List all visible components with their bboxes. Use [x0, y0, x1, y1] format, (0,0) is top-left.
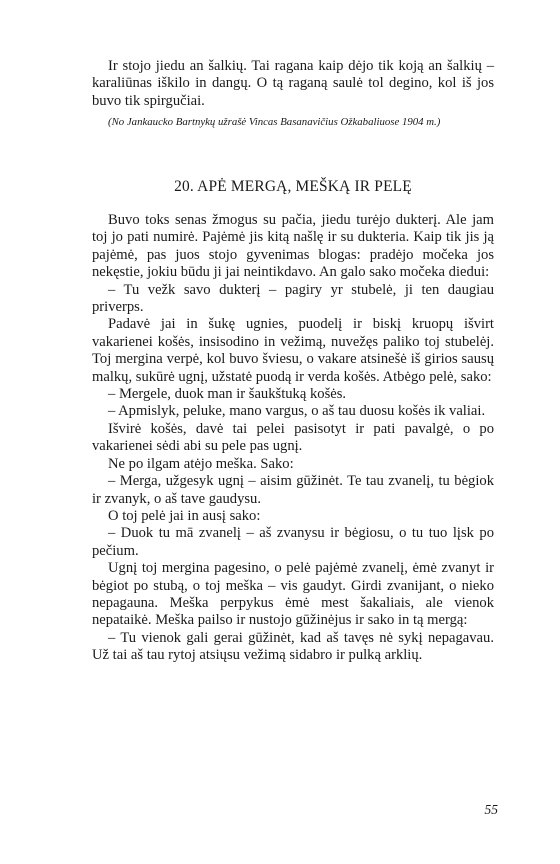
story-paragraph: O toj pelė jai in ausį sako:	[108, 507, 261, 524]
story-paragraph: – Tu vienok gali gerai gūžinėt, kad aš tavęs nė sykį nepagavau. Už tai aš tau rytoj atsiųsu vežimą sidabro ir pulką arklių.	[92, 629, 494, 664]
story-paragraph: Buvo toks senas žmogus su pačia, jiedu turėjo dukterį. Ale jam toj jo pati numirė. Pajėmė jis kitą našlę ir su dukteria. Kaip tik jis ją pajėmė, pas juos stojo gyvenimas blogas: pradėjo močeka jos nekęstie, jokiu būdu ji jai neintikdavo. An galo sako močeka diedui:	[92, 212, 494, 281]
page-number: 55	[484, 802, 498, 817]
source-note: (No Jankaucko Bartnykų užrašė Vincas Basanavičius Ožkabaliuose 1904 m.)	[108, 116, 441, 129]
story-paragraph: – Apmislyk, peluke, mano vargus, o aš tau duosu košės ik valiai.	[108, 403, 486, 420]
story-paragraph: – Duok tu mā zvanelį – aš zvanysu ir bėgiosu, o tu tuo lįsk po pečium.	[92, 525, 494, 559]
intro-paragraph: Ir stojo jiedu an šalkių. Tai ragana kaip dėjo tik koją an šalkių – karaliūnas iškilo in dangų. O tą raganą saulė tol degino, kol iš jos buvo tik spirgučiai.	[92, 58, 494, 109]
story-paragraph: – Tu vežk savo dukterį – pagiry yr stubelė, ji ten daugiau priverps.	[92, 281, 494, 316]
story-paragraph: – Merga, užgesyk ugnį – aisim gūžinėt. Te tau zvanelį, tu bėgiok ir zvanyk, o aš tave gaudysu.	[92, 473, 494, 507]
story-paragraph: Ugnį toj mergina pagesino, o pelė pajėmė zvanelį, ėmė zvanyt ir bėgiot po stubą, o toj meška – vis gaudyt. Girdi zvanijant, o nieko nepagauna. Meška perpykus ėmė mest šakaliais, ale vienok nepataikė. Meška pailso ir nustojo gūžinėjus ir sako in tą mergą:	[92, 560, 494, 629]
story-title: 20. APĖ MERGĄ, MEŠKĄ IR PELĘ	[174, 178, 412, 195]
story-paragraph: – Mergele, duok man ir šaukštuką košės.	[108, 386, 347, 403]
previous-story-ending	[92, 58, 494, 129]
story-paragraph: Išvirė košės, davė tai pelei pasisotyt ir pati pavalgė, o po vakarienei sėdi abi su pele pas ugnį.	[92, 420, 494, 455]
story-body	[92, 212, 494, 665]
story-paragraph: Ne po ilgam atėjo meška. Sako:	[108, 455, 294, 472]
story-paragraph: Padavė jai in šukę ugnies, puodelį ir biskį kruopų išvirt vakarienei košės, insisodino in vežimą, nuvežęs paliko toj stubelėj. Toj mergina verpė, kol buvo šviesu, o vakare atsinešė iš girios sausų malkų, sukūrė ugnį, užstatė puodą ir verda košės. Atbėgo pelė, sako:	[92, 316, 494, 385]
